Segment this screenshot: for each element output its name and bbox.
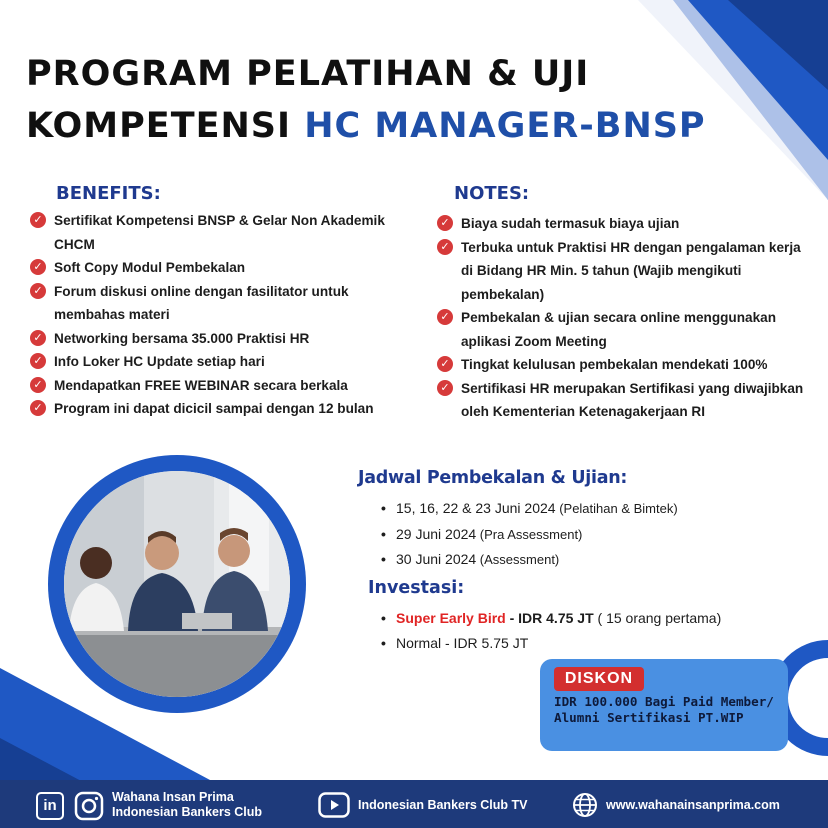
- benefit-item: ✓ Forum diskusi online dengan fasilitator untuk membahas materi: [30, 280, 400, 327]
- instagram-icon[interactable]: [74, 791, 104, 821]
- diskon-text: IDR 100.000 Bagi Paid Member/ Alumni Sertifikasi PT.WIP: [554, 694, 774, 725]
- note-item: ✓ Terbuka untuk Praktisi HR dengan pengalaman kerja di Bidang HR Min. 5 tahun (Wajib mengikuti pembekalan): [437, 236, 812, 307]
- check-icon: ✓: [437, 356, 453, 372]
- check-icon: ✓: [30, 377, 46, 393]
- page-title: [26, 48, 706, 152]
- jadwal-item: • 30 Juni 2024 (Assessment): [378, 547, 738, 573]
- check-icon: ✓: [437, 309, 453, 325]
- youtube-icon[interactable]: [318, 792, 350, 818]
- jadwal-list: [378, 496, 738, 573]
- title-line-1: PROGRAM PELATIHAN & UJI: [26, 54, 590, 94]
- note-item: ✓ Sertifikasi HR merupakan Sertifikasi yang diwajibkan oleh Kementerian Ketenagakerjaan RI: [437, 377, 812, 424]
- investasi-list: [378, 606, 778, 655]
- notes-heading: NOTES:: [454, 183, 530, 204]
- benefits-list: [30, 209, 400, 421]
- check-icon: ✓: [437, 215, 453, 231]
- jadwal-item: • 15, 16, 22 & 23 Juni 2024 (Pelatihan & Bimtek): [378, 496, 738, 522]
- note-item: ✓ Pembekalan & ujian secara online menggunakan aplikasi Zoom Meeting: [437, 306, 812, 353]
- people-illustration: [64, 471, 290, 697]
- benefit-item: ✓ Sertifikat Kompetensi BNSP & Gelar Non Akademik CHCM: [30, 209, 400, 256]
- price-normal: • Normal - IDR 5.75 JT: [378, 631, 778, 656]
- title-highlight: HC MANAGER-BNSP: [304, 106, 706, 146]
- check-icon: ✓: [437, 380, 453, 396]
- check-icon: ✓: [30, 400, 46, 416]
- benefit-item: ✓ Networking bersama 35.000 Praktisi HR: [30, 327, 400, 351]
- linkedin-icon[interactable]: in: [36, 792, 64, 820]
- benefits-heading: BENEFITS:: [56, 183, 161, 204]
- note-item: ✓ Tingkat kelulusan pembekalan mendekati 100%: [437, 353, 812, 377]
- benefit-item: ✓ Program ini dapat dicicil sampai dengan 12 bulan: [30, 397, 400, 421]
- investasi-heading: Investasi:: [368, 578, 465, 598]
- benefit-item: ✓ Mendapatkan FREE WEBINAR secara berkala: [30, 374, 400, 398]
- diskon-badge: DISKON: [554, 667, 644, 691]
- check-icon: ✓: [30, 353, 46, 369]
- jadwal-heading: Jadwal Pembekalan & Ujian:: [358, 468, 628, 488]
- jadwal-item: • 29 Juni 2024 (Pra Assessment): [378, 522, 738, 548]
- globe-icon: [572, 792, 598, 818]
- check-icon: ✓: [437, 239, 453, 255]
- title-line-2: KOMPETENSI: [26, 106, 305, 146]
- check-icon: ✓: [30, 283, 46, 299]
- footer-org-names: Wahana Insan Prima Indonesian Bankers Club: [112, 790, 263, 819]
- price-early-bird: • Super Early Bird - IDR 4.75 JT ( 15 orang pertama): [378, 606, 778, 631]
- benefit-item: ✓ Info Loker HC Update setiap hari: [30, 350, 400, 374]
- note-item: ✓ Biaya sudah termasuk biaya ujian: [437, 212, 812, 236]
- website-link[interactable]: www.wahanainsanprima.com: [606, 798, 780, 812]
- check-icon: ✓: [30, 330, 46, 346]
- notes-list: [437, 212, 812, 424]
- check-icon: ✓: [30, 212, 46, 228]
- benefit-item: ✓ Soft Copy Modul Pembekalan: [30, 256, 400, 280]
- photo-frame: [48, 455, 306, 713]
- check-icon: ✓: [30, 259, 46, 275]
- meeting-photo: [64, 471, 290, 697]
- youtube-channel[interactable]: Indonesian Bankers Club TV: [358, 798, 528, 812]
